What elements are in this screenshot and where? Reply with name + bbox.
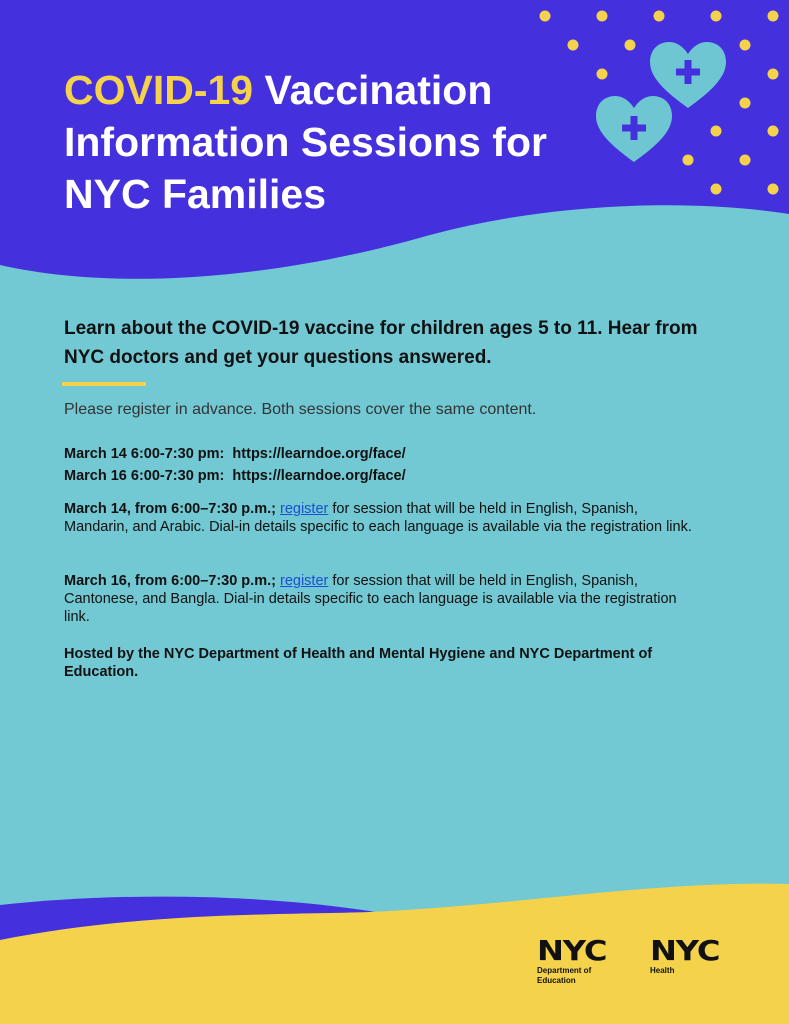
logo-agency: Department of Education (537, 966, 592, 985)
register-note: Please register in advance. Both sessions cover the same content. (64, 401, 537, 418)
logo-agency: Health (650, 966, 675, 975)
session-time: March 16, from 6:00–7:30 p.m.; (64, 573, 276, 589)
session-dates (64, 443, 406, 487)
title-rest: Vaccination Information Sessions for NYC Families (64, 67, 547, 217)
session-time: March 14, from 6:00–7:30 p.m.; (64, 501, 276, 517)
title-accent: COVID-19 (64, 67, 254, 113)
date-line: March 16 6:00-7:30 pm: https://learndoe.org/face/ (64, 468, 406, 484)
page-title (64, 64, 584, 220)
session-details: for session that will be held in English, Spanish, Mandarin, and Arabic. Dial-in details specific to each language is available via the registration link. (64, 501, 692, 535)
nyc-doe-logo (537, 934, 607, 986)
register-link[interactable]: register (279, 501, 329, 517)
divider (62, 382, 146, 386)
hosted-by: Hosted by the NYC Department of Health and Mental Hygiene and NYC Department of Education. (64, 646, 653, 680)
nyc-health-logo (650, 934, 720, 976)
logo-mark: NYC (537, 934, 607, 967)
lead-text: Learn about the COVID-19 vaccine for children ages 5 to 11. Hear from NYC doctors and get your questions answered. (64, 318, 698, 368)
session-description (64, 500, 704, 536)
logo-mark: NYC (650, 934, 720, 967)
date-line: March 14 6:00-7:30 pm: https://learndoe.org/face/ (64, 446, 406, 462)
session-details: for session that will be held in English, Spanish, Cantonese, and Bangla. Dial-in details specific to each language is available via the registration link. (64, 573, 677, 625)
session-description (64, 572, 704, 626)
register-link[interactable]: register (279, 573, 329, 589)
